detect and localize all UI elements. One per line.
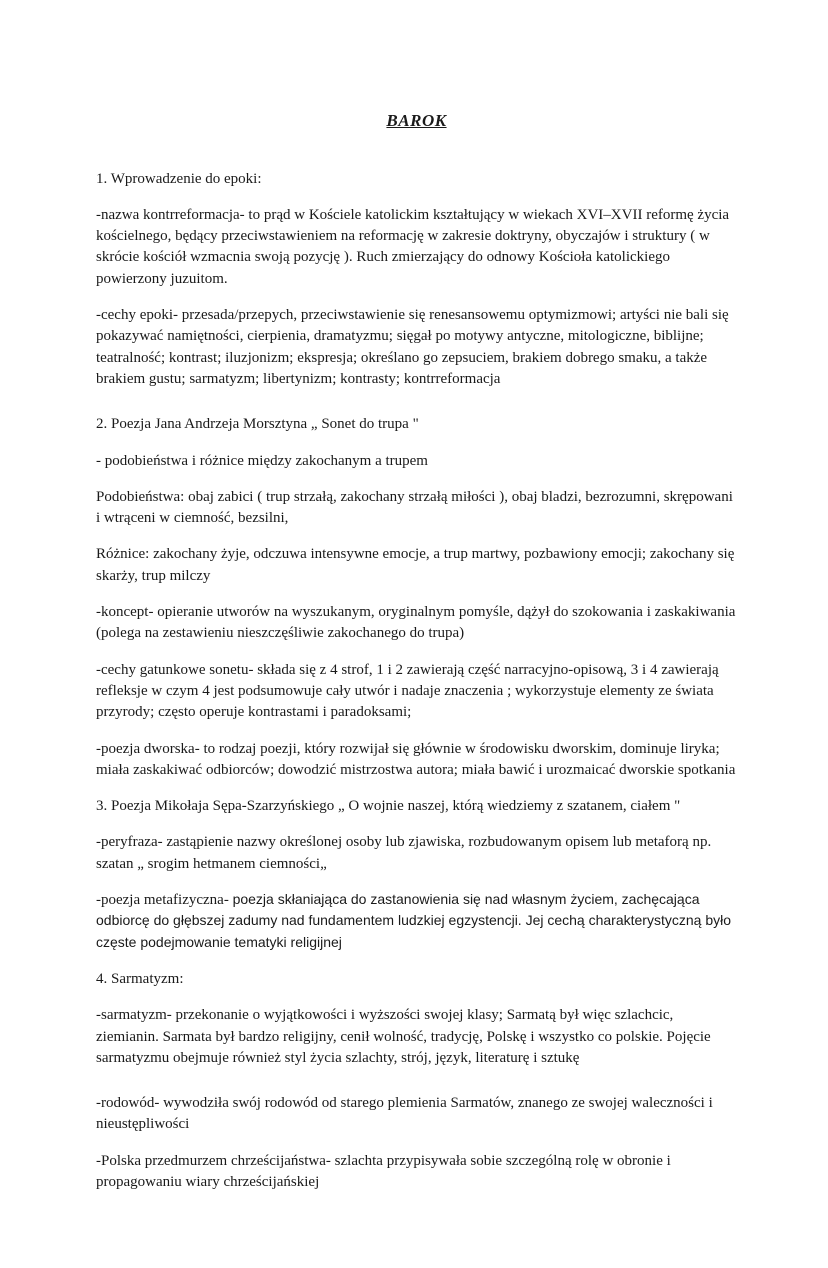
def-sarmatyzm: -sarmatyzm- przekonanie o wyjątkowości i wyższości swojej klasy; Sarmatą był więc szlachcic, ziemianin. Sarmata był bardzo religijny, cenił wolność, tradycję, Polskę i wszystko co polskie. Pojęcie sarmatyzmu obejmuje również styl życia szlachty, strój, język, literaturę i sztukę [96,1007,711,1066]
def-nazwa-kontrreformacja: -nazwa kontrreformacja- to prąd w Kościele katolickim kształtujący w wiekach XVI–XVII reformę życia kościelnego, będący przeciwstawieniem na reformację w zakresie doktryny, obyczajów i struktury ( w skrócie kościół wzmacnia swoją pozycję ). Ruch zmierzający do odnowy Kościoła katolickiego powierzony juzuitom. [96,206,730,287]
page-title [96,96,737,139]
section-1-heading: 1. Wprowadzenie do epoki: [96,170,262,187]
def-peryfraza: -peryfraza- zastąpienie nazwy określonej osoby lub zjawiska, rozbudowanym opisem lub metaforą np. szatan „ srogim hetmanem ciemności„ [96,834,712,872]
section-2-heading: 2. Poezja Jana Andrzeja Morsztyna „ Sonet do trupa " [96,416,419,433]
para-roznice: Różnice: zakochany żyje, odczuwa intensywne emocje, a trup martwy, pozbawiony emocji; zakochany się skarży, trup milczy [96,546,735,584]
para-podobienstwa: Podobieństwa: obaj zabici ( trup strzałą, zakochany strzałą miłości ), obaj bladzi, bezrozumni, skrępowani i wtrąceni w ciemność, bezsilni, [96,488,733,527]
subtitle-podobienstwa-roznice: - podobieństwa i różnice między zakochanym a trupem [96,452,428,469]
def-poezja-metafizyczna [96,890,737,954]
section-4-heading: 4. Sarmatyzm: [96,970,184,987]
def-cechy-epoki: -cechy epoki- przesada/przepych, przeciwstawienie się renesansowemu optymizmowi; artyści nie bali się pokazywać namiętności, cierpienia, dramatyzmu; sięgał po motywy antyczne, mitologiczne, biblijne; teatralność; kontrast; iluzjonizm; ekspresja; określano go zepsuciem, brakiem dobrego smaku, a także brakiem gustu; sarmatyzm; libertynizm; kontrasty; kontrreformacja [96,307,729,387]
def-cechy-gatunkowe-sonetu: -cechy gatunkowe sonetu- składa się z 4 strof, 1 i 2 zawierają część narracyjno-opisową, 3 i 4 zawierają refleksje w czym 4 jest podsumowuje cały utwór i nadaje znaczenia ; wykorzystuje elementy ze świata przyrody; często operuje kontrastami i paradoksami; [96,661,719,721]
def-poezja-metafizyczna-label: -poezja metafizyczna- [96,892,233,909]
page-title-text: BAROK [386,111,447,130]
def-koncept: -koncept- opieranie utworów na wyszukanym, oryginalnym pomyśle, dążył do szokowania i zaskakiwania (polega na zestawieniu nieszczęśliwie zakochanego do trupa) [96,604,736,642]
def-rodowod: -rodowód- wywodziła swój rodowód od starego plemienia Sarmatów, znanego ze swojej waleczności i nieustępliwości [96,1095,713,1133]
def-poezja-metafizyczna-definition: poezja skłaniająca do zastanowienia się nad własnym życiem, zachęcająca odbiorcę do głębszej zadumy nad fundamentem ludzkiej egzystencji. Jej cechą charakterystyczną było częste podejmowanie tematyki religijnej [96,891,732,950]
def-poezja-dworska: -poezja dworska- to rodzaj poezji, który rozwijał się głównie w środowisku dworskim, dominuje liryka; miała zaskakiwać odbiorców; dowodzić mistrzostwa autora; miała bawić i urozmaicać dworskie spotkania [96,740,736,778]
section-3-heading: 3. Poezja Mikołaja Sępa-Szarzyńskiego „ O wojnie naszej, którą wiedziemy z szatanem, ciałem " [96,798,681,815]
def-polska-przedmurzem: -Polska przedmurzem chrześcijaństwa- szlachta przypisywała sobie szczególną rolę w obronie i propagowaniu wiary chrześcijańskiej [96,1152,671,1190]
